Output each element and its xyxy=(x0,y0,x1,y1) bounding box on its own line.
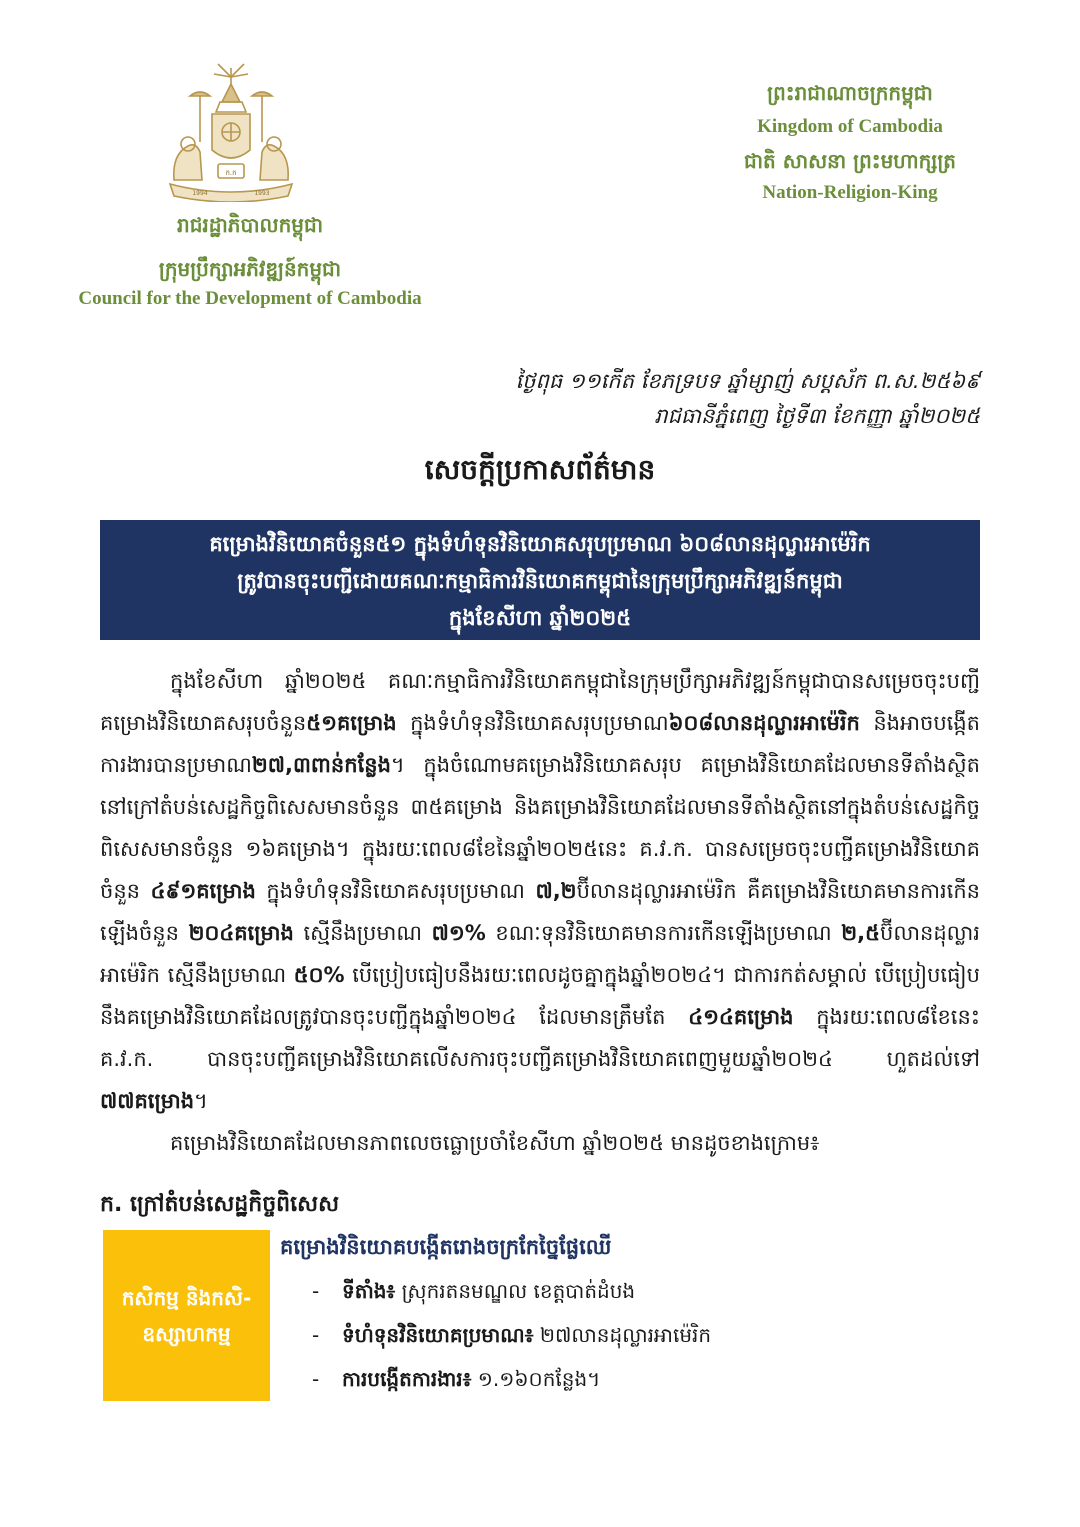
text-run: ក្នុងទំហំទុនវិនិយោគសរុបប្រមាណ xyxy=(255,879,536,903)
headline-banner xyxy=(100,520,980,640)
solar-date: រាជធានីភ្នំពេញ ថ្ងៃទី៣ ខែកញ្ញា ឆ្នាំ២០២៥ xyxy=(654,404,980,428)
sector-label-line-2: ឧស្សាហកម្ម xyxy=(142,1321,231,1346)
kingdom-name-en: Kingdom of Cambodia xyxy=(757,116,943,137)
project-capital-row xyxy=(312,1322,711,1352)
highlight-jobs: ២៧,៣ពាន់កន្លែង xyxy=(251,753,391,777)
highlight-capital-increase: ២,៥ xyxy=(841,921,880,945)
section-heading-outside-sez: ក. ក្រៅតំបន់សេដ្ឋកិច្ចពិសេស xyxy=(100,1192,340,1217)
national-motto-en: Nation-Religion-King xyxy=(762,182,938,203)
jobs-label: ការបង្កើតការងារ៖ xyxy=(342,1367,472,1391)
capital-label: ទំហំទុនវិនិយោគប្រមាណ៖ xyxy=(342,1323,534,1347)
text-run: ប៊ីលានដុល្លារអាម៉េរិក គឺគម្រោងវិនិយោគមានការកើនឡើងចំនួន xyxy=(100,879,980,945)
project-location-row xyxy=(312,1278,635,1308)
text-run: និងអាចបង្កើតការងារបានប្រមាណ xyxy=(100,711,980,777)
location-label: ទីតាំង៖ xyxy=(342,1279,396,1303)
text-run: ក្នុងរយៈពេល៨ខែនេះ គ.វ.ក. បានចុះបញ្ជីគម្រោងវិនិយោគលើសការចុះបញ្ជីគម្រោងវិនិយោគពេញមួយឆ្នាំ២០២៤ ហួតដល់ទៅ xyxy=(100,1005,981,1071)
council-name-en: Council for the Development of Cambodia xyxy=(78,288,422,309)
highlight-projects-count: ៥១គម្រោង xyxy=(306,711,397,735)
bullet-dash: - xyxy=(312,1367,320,1391)
sector-label-box xyxy=(103,1230,270,1401)
headline-line-2: ត្រូវបានចុះបញ្ជីដោយគណៈកម្មាធិការវិនិយោគកម្ពុជានៃក្រុមប្រឹក្សាអភិវឌ្ឍន៍កម្ពុជា xyxy=(237,569,843,593)
document-title: សេចក្តីប្រកាសព័ត៌មាន xyxy=(424,453,656,486)
text-run: ខណៈទុនវិនិយោគមានការកើនឡើងប្រមាណ xyxy=(485,921,842,945)
text-run: ។ xyxy=(194,1089,208,1113)
council-name-kh: ក្រុមប្រឹក្សាអភិវឌ្ឍន៍កម្ពុជា xyxy=(158,257,342,281)
cdc-emblem-logo xyxy=(160,62,302,202)
body-paragraph-2: គម្រោងវិនិយោគដែលមានភាពលេចធ្លោប្រចាំខែសីហា ឆ្នាំ២០២៥ មានដូចខាងក្រោម៖ xyxy=(170,1131,820,1155)
lunar-date: ថ្ងៃពុធ ១១កើត ខែភទ្របទ ឆ្នាំម្សាញ់ សប្តស័ក ព.ស.២៥៦៩ xyxy=(515,369,980,393)
headline-line-3: ក្នុងខែសីហា ឆ្នាំ២០២៥ xyxy=(448,606,632,630)
highlight-project-increase-pct: ៧១% xyxy=(431,921,486,945)
body-paragraph-1 xyxy=(100,660,980,1122)
jobs-value: ១.១៦០កន្លែង។ xyxy=(471,1367,601,1391)
highlight-excess-projects: ៧៧គម្រោង xyxy=(100,1089,195,1113)
highlight-capital: ៦០៨លានដុល្លារអាម៉េរិក xyxy=(668,711,860,735)
emblem-tablet-text: ក.ក xyxy=(225,169,237,177)
text-run: ក្នុងទំហំទុនវិនិយោគសរុបប្រមាណ xyxy=(396,711,669,735)
national-motto-kh: ជាតិ សាសនា ព្រះមហាក្សត្រ xyxy=(744,149,956,173)
emblem-year-right: 1993 xyxy=(254,190,270,197)
text-run: ស្មើនឹងប្រមាណ xyxy=(293,921,432,945)
text-run: បើប្រៀបធៀបនឹងរយៈពេលដូចគ្នាក្នុងឆ្នាំ២០២៤។ ជាការកត់សម្គាល់ បើប្រៀបធៀបនឹងគម្រោងវិនិយោគដែលត្រូវបានចុះបញ្ជីក្នុងឆ្នាំ២០២៤ ដែលមានត្រឹមតែ xyxy=(100,963,980,1029)
highlight-2024-projects: ៤១៤គម្រោង xyxy=(688,1005,794,1029)
text-run: ។ ក្នុងចំណោមគម្រោងវិនិយោគសរុប គម្រោងវិនិយោគដែលមានទីតាំងស្ថិតនៅក្រៅតំបន់សេដ្ឋកិច្ចពិសេសមានចំនួន ៣៥គម្រោង និងគម្រោងវិនិយោគដែលមានទីតាំងស្ថិតនៅក្នុងតំបន់សេដ្ឋកិច្ចពិសេសមានចំនួន ១៦គម្រោង។ ក្នុងរយៈពេល៨ខែនៃឆ្នាំ២០២៥នេះ គ.វ.ក. បានសម្រេចចុះបញ្ជីគម្រោងវិនិយោគចំនួន xyxy=(100,753,980,903)
location-value: ស្រុករតនមណ្ឌល ខេត្តបាត់ដំបង xyxy=(395,1279,636,1303)
government-name-kh: រាជរដ្ឋាភិបាលកម្ពុជា xyxy=(177,213,323,237)
bullet-dash: - xyxy=(312,1279,320,1303)
text-run: ក្នុងខែសីហា ឆ្នាំ២០២៥ គណៈកម្មាធិការវិនិយោគកម្ពុជានៃក្រុមប្រឹក្សាអភិវឌ្ឍន៍កម្ពុជាបានសម្រេចចុះបញ្ជីគម្រោងវិនិយោគសរុបចំនួន xyxy=(100,669,980,735)
emblem-year-left: 1994 xyxy=(192,190,208,197)
sector-label-line-1: កសិកម្ម និងកសិ- xyxy=(121,1285,252,1310)
highlight-capital-increase-pct: ៥០% xyxy=(293,963,345,987)
text-run: ប៊ីលានដុល្លារអាម៉េរិក ស្មើនឹងប្រមាណ xyxy=(100,921,980,987)
highlight-ytd-projects: ៤៩១គម្រោង xyxy=(150,879,256,903)
body-text xyxy=(100,660,980,1164)
project-title: គម្រោងវិនិយោគបង្កើតរោងចក្រកែច្នៃផ្លែឈើ xyxy=(280,1235,612,1259)
project-jobs-row xyxy=(312,1366,600,1396)
bullet-dash: - xyxy=(312,1323,320,1347)
headline-line-1: គម្រោងវិនិយោគចំនួន៥១ ក្នុងទំហំទុនវិនិយោគសរុបប្រមាណ ៦០៨លានដុល្លារអាម៉េរិក xyxy=(209,532,871,556)
kingdom-name-kh: ព្រះរាជាណាចក្រកម្ពុជា xyxy=(767,81,933,105)
highlight-project-increase: ២០៤គម្រោង xyxy=(188,921,294,945)
capital-value: ២៧លានដុល្លារអាម៉េរិក xyxy=(533,1323,712,1347)
highlight-ytd-capital: ៧,២ xyxy=(535,879,577,903)
